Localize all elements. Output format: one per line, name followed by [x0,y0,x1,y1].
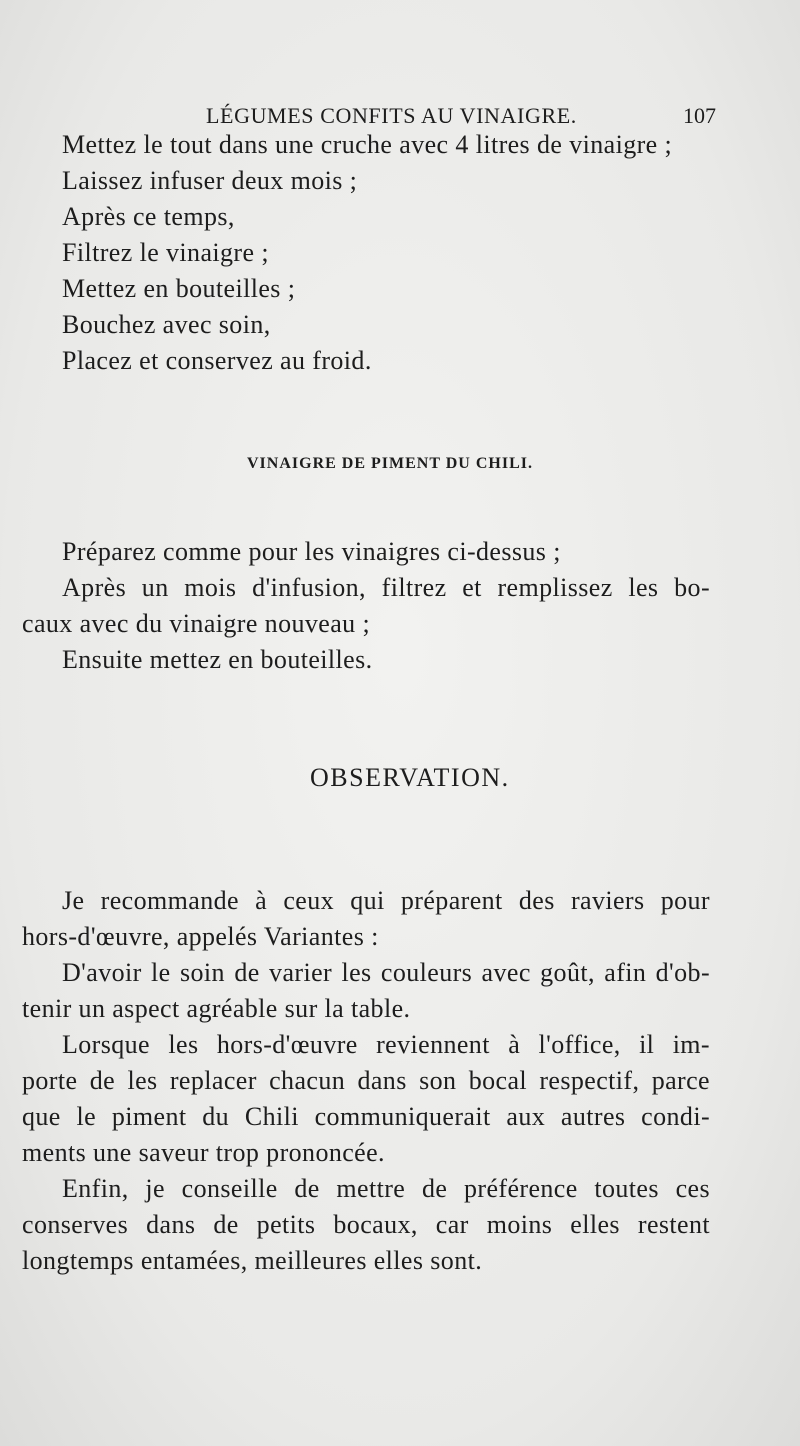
running-title: LÉGUMES CONFITS AU VINAIGRE. [206,103,577,128]
text-line: Après ce temps, [62,202,235,231]
text-line: Placez et conservez au froid. [62,346,372,375]
text-line: que le piment du Chili communiquerait aux autres condi- [22,1102,710,1131]
section-title: OBSERVATION. [310,763,510,792]
text-line: D'avoir le soin de varier les couleurs avec goût, afin d'ob- [62,958,710,987]
text-line: Mettez en bouteilles ; [62,274,296,303]
text-line: hors-d'œuvre, appelés Variantes : [22,922,379,951]
text-line: Préparez comme pour les vinaigres ci-dessus ; [62,537,561,566]
text-line: Ensuite mettez en bouteilles. [62,645,373,674]
text-line: Lorsque les hors-d'œuvre reviennent à l'office, il im- [62,1030,710,1059]
text-line: Bouchez avec soin, [62,310,271,339]
text-line: caux avec du vinaigre nouveau ; [22,609,371,638]
text-line: Je recommande à ceux qui préparent des raviers pour [62,886,710,915]
recipe-title: VINAIGRE DE PIMENT DU CHILI. [247,455,533,472]
text-line: Enfin, je conseille de mettre de préférence toutes ces [62,1174,710,1203]
text-line: Mettez le tout dans une cruche avec 4 litres de vinaigre ; [62,130,673,159]
text-line: ments une saveur trop prononcée. [22,1138,385,1167]
page-number: 107 [683,103,716,128]
text-line: conserves dans de petits bocaux, car moins elles restent [22,1210,710,1239]
text-line: Filtrez le vinaigre ; [62,238,269,267]
text-line: Après un mois d'infusion, filtrez et remplissez les bo- [62,573,710,602]
text-line: porte de les replacer chacun dans son bocal respectif, parce [22,1066,710,1095]
text-line: Laissez infuser deux mois ; [62,166,358,195]
text-line: tenir un aspect agréable sur la table. [22,994,411,1023]
text-line: longtemps entamées, meilleures elles sont. [22,1246,483,1275]
